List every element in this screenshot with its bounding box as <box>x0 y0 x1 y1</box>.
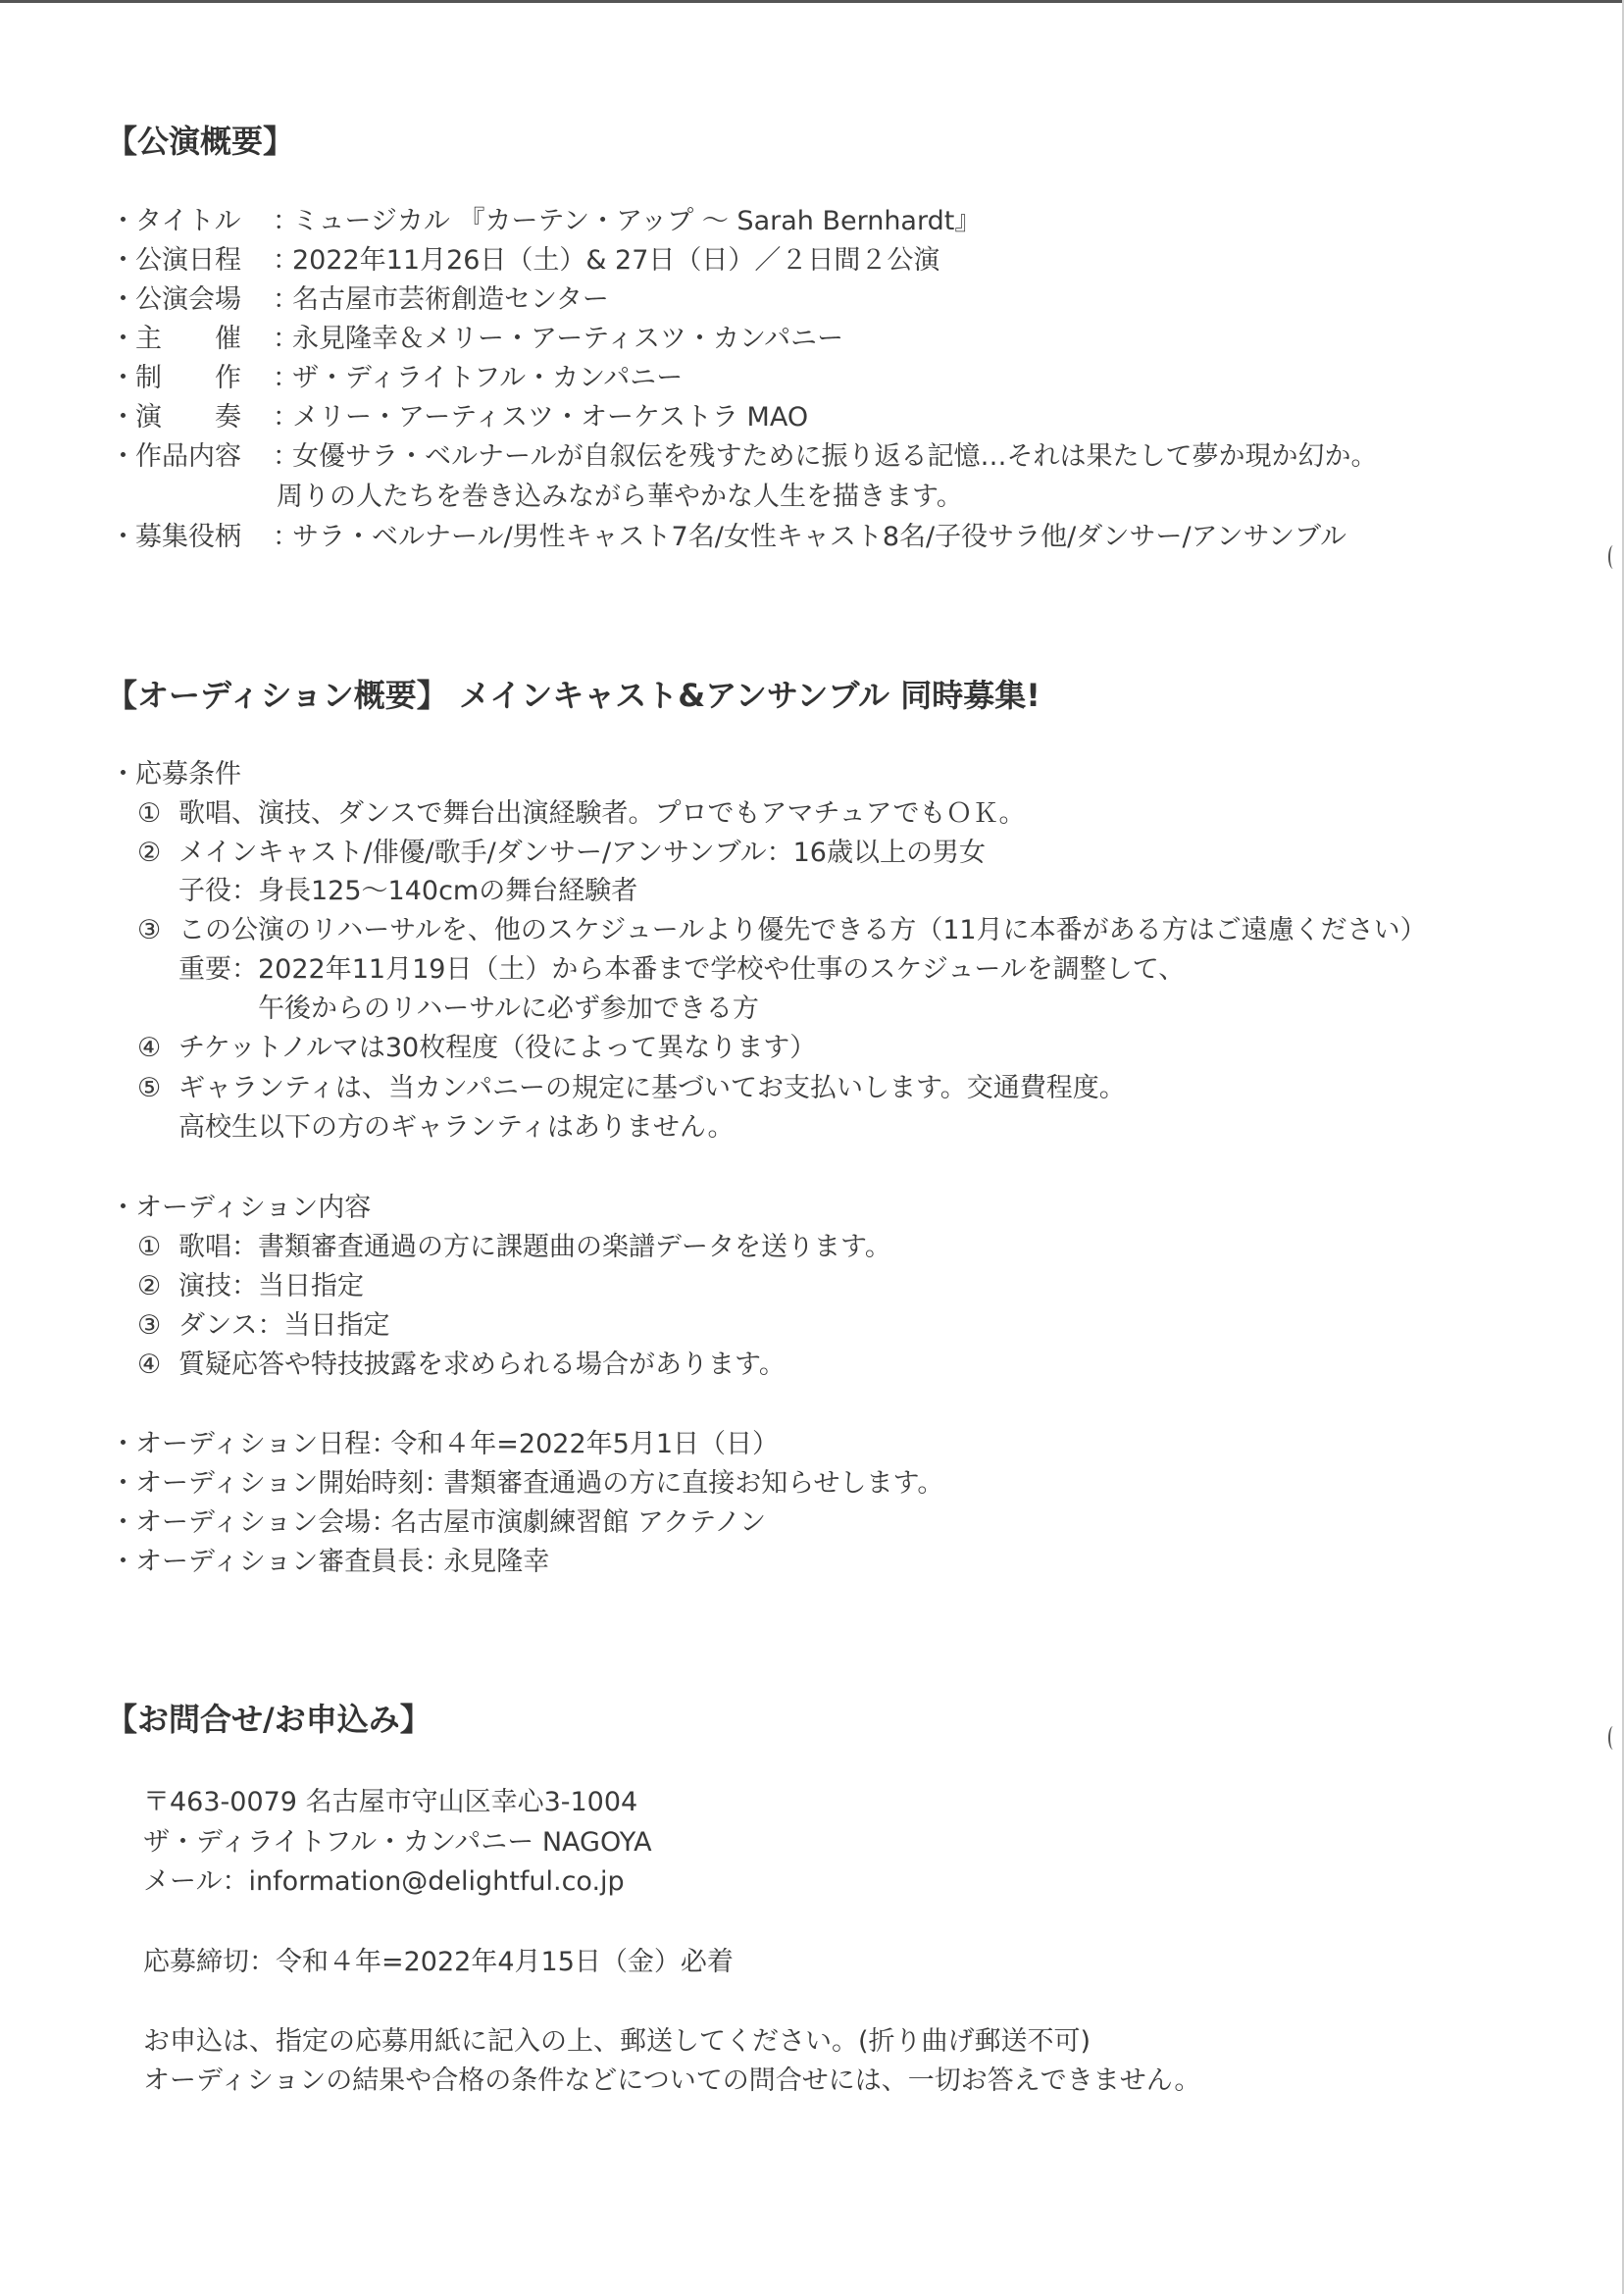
overview-row: ・演 奏 ：メリー・アーティスツ・オーケストラ MAO <box>110 402 809 433</box>
content-title: ・オーディション内容 <box>110 1193 372 1223</box>
contact-company: ザ・ディライトフル・カンパニー NAGOYA <box>143 1827 652 1858</box>
condition-item: ③ この公演のリハーサルを、他のスケジュールより優先できる方（11月に本番がある方はご遠慮ください） <box>137 915 1427 945</box>
overview-row: ・タイトル ：ミュージカル 『カーテン・アップ ～ Sarah Bernhardt』 <box>110 206 982 236</box>
condition-item: ⑤ ギャランティは、当カンパニーの規定に基づいてお支払いします。交通費程度。 <box>137 1073 1126 1103</box>
audition-detail: ・オーディション審査員長：永見隆幸 <box>110 1547 550 1577</box>
condition-item: ④ チケットノルマは30枚程度（役によって異なります） <box>137 1033 817 1063</box>
overview-row: ・制 作 ：ザ・ディライトフル・カンパニー <box>110 363 684 393</box>
content-item: ③ ダンス：当日指定 <box>137 1310 390 1341</box>
overview-row: ・募集役柄 ：サラ・ベルナール/男性キャスト7名/女性キャスト8名/子役サラ他/ダンサー/アンサンブル <box>110 522 1347 552</box>
content-item: ② 演技：当日指定 <box>137 1271 364 1301</box>
overview-row-continuation: 周りの人たちを巻き込みながら華やかな人生を描きます。 <box>277 482 963 512</box>
condition-item: ② メインキャスト/俳優/歌手/ダンサー/アンサンブル：16歳以上の男女 <box>137 838 986 868</box>
overview-heading: 【公演概要】 <box>106 123 295 160</box>
contact-email: メール：information@delightful.co.jp <box>143 1866 625 1897</box>
content-item: ④ 質疑応答や特技披露を求められる場合があります。 <box>137 1350 786 1380</box>
application-deadline: 応募締切：令和４年=2022年4月15日（金）必着 <box>143 1947 734 1977</box>
audition-heading: 【オーディション概要】 メインキャスト&アンサンブル 同時募集! <box>106 677 1040 714</box>
condition-item: 重要：2022年11月19日（土）から本番まで学校や仕事のスケジュールを調整して、 <box>178 954 1186 985</box>
application-note: お申込は、指定の応募用紙に記入の上、郵送してください。(折り曲げ郵送不可) <box>143 2026 1091 2057</box>
conditions-title: ・応募条件 <box>110 759 241 790</box>
overview-row: ・作品内容 ：女優サラ・ベルナールが自叙伝を残すために振り返る記憶…それは果たして夢か現か幻か。 <box>110 441 1378 472</box>
contact-address: 〒463-0079 名古屋市守山区幸心3-1004 <box>143 1787 638 1817</box>
condition-item: 高校生以下の方のギャランティはありません。 <box>178 1112 735 1143</box>
scan-mark <box>1608 545 1618 569</box>
inquiry-note: オーディションの結果や合格の条件などについての問合せには、一切お答えできません。 <box>143 2065 1201 2096</box>
audition-detail: ・オーディション開始時刻：書類審査通過の方に直接お知らせします。 <box>110 1468 944 1499</box>
content-item: ① 歌唱：書類審査通過の方に課題曲の楽譜データを送ります。 <box>137 1232 891 1262</box>
scan-mark <box>1608 1726 1618 1750</box>
overview-row: ・主 催 ：永見隆幸＆メリー・アーティスツ・カンパニー <box>110 324 844 354</box>
overview-row: ・公演会場 ：名古屋市芸術創造センター <box>110 284 609 315</box>
audition-detail: ・オーディション日程：令和４年=2022年5月1日（日） <box>110 1429 780 1459</box>
overview-row: ・公演日程 ：2022年11月26日（土）& 27日（日）／２日間２公演 <box>110 245 940 276</box>
condition-item: 子役：身長125～140cmの舞台経験者 <box>178 876 638 906</box>
condition-item: ① 歌唱、演技、ダンスで舞台出演経験者。プロでもアマチュアでもＯＫ。 <box>137 798 1026 829</box>
contact-heading: 【お問合せ/お申込み】 <box>106 1701 431 1738</box>
top-border <box>0 0 1624 3</box>
audition-detail: ・オーディション会場：名古屋市演劇練習館 アクテノン <box>110 1507 767 1538</box>
condition-item: 午後からのリハーサルに必ず参加できる方 <box>178 994 759 1024</box>
